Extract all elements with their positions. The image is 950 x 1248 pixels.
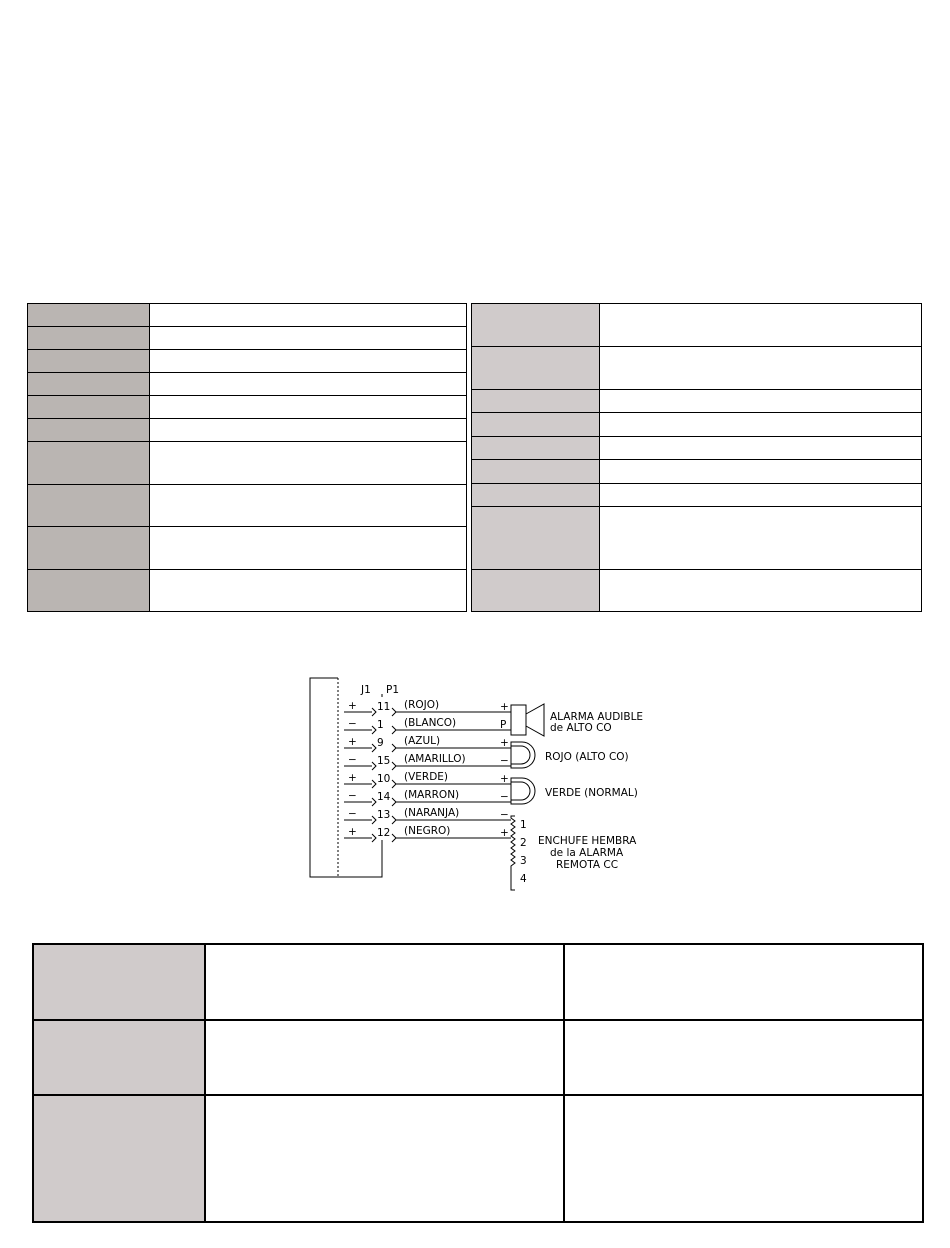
header-cell [28,442,150,485]
device-polarity: P [500,719,507,731]
header-cell [28,373,150,396]
table-row [472,484,922,507]
green-led-label: VERDE (NORMAL) [545,787,638,799]
header-cell [472,390,600,413]
header-cell [28,570,150,612]
table-row [472,507,922,570]
header-cell [28,527,150,570]
device-polarity: + [500,701,509,713]
wire-color-label: (ROJO) [404,699,440,711]
device-polarity: − [500,755,509,767]
value-cell [564,944,923,1020]
polarity-sign: − [348,718,357,730]
header-cell [472,437,600,460]
wiring-diagram [300,672,660,898]
header-cell [28,396,150,419]
table-row [28,396,467,419]
wire-color-label: (AZUL) [404,735,441,747]
header-cell [472,304,600,347]
value-cell [564,1020,923,1095]
table-row [472,437,922,460]
wire-color-label: (AMARILLO) [404,753,466,765]
value-cell [150,396,467,419]
value-cell [600,413,922,437]
table-row [28,527,467,570]
table-row [33,1020,923,1095]
header-cell [33,1020,205,1095]
value-cell [150,485,467,527]
polarity-sign: − [348,808,357,820]
header-cell [472,460,600,484]
wire-color-label: (MARRON) [404,789,460,801]
value-cell [600,437,922,460]
contact-chevron [372,726,396,734]
value-cell [600,570,922,612]
pin-number: 11 [377,701,391,713]
header-cell [28,350,150,373]
receptacle-label-line2: de la ALARMA [550,847,624,859]
value-cell [205,1095,564,1222]
bottom-table [32,943,924,1223]
wire-color-label: (VERDE) [404,771,449,783]
value-cell [600,390,922,413]
table-row [28,304,467,327]
table-row [472,570,922,612]
header-cell [472,507,600,570]
value-cell [150,373,467,396]
pin-number: 13 [377,809,391,821]
header-cell [28,485,150,527]
value-cell [205,1020,564,1095]
device-polarity: + [500,737,509,749]
wire-color-label: (BLANCO) [404,717,457,729]
wire-color-label: (NARANJA) [404,807,460,819]
pin-number: 15 [377,755,391,767]
value-cell [600,304,922,347]
value-cell [600,460,922,484]
pin-number: 1 [377,719,384,731]
buzzer-label-line2: de ALTO CO [550,722,612,734]
table-row [28,485,467,527]
polarity-sign: − [348,754,357,766]
value-cell [150,419,467,442]
pin-number: 14 [377,791,391,803]
value-cell [150,304,467,327]
table-row [472,347,922,390]
polarity-sign: − [348,790,357,802]
table-row [33,944,923,1020]
value-cell [150,327,467,350]
receptacle-icon [511,816,515,890]
value-cell [600,347,922,390]
polarity-sign: + [348,826,357,838]
wire-color-label: (NEGRO) [404,825,451,837]
pin-number: 9 [377,737,384,749]
table-row [28,327,467,350]
table-row [28,373,467,396]
value-cell [150,570,467,612]
header-cell [472,413,600,437]
value-cell [564,1095,923,1222]
header-cell [33,944,205,1020]
polarity-sign: + [348,772,357,784]
spec-table-left [27,303,467,612]
value-cell [150,527,467,570]
header-cell [28,327,150,350]
red-led-label: ROJO (ALTO CO) [545,751,629,763]
table-row [28,419,467,442]
device-polarity: − [500,791,509,803]
buzzer-label-line1: ALARMA AUDIBLE [550,711,644,723]
polarity-sign: + [348,736,357,748]
spec-table-right [471,303,922,612]
header-cell [472,347,600,390]
device-polarity: − [500,809,509,821]
pin-number: 10 [377,773,391,785]
contact-chevron [372,744,396,752]
table-row [472,390,922,413]
receptacle-pin: 3 [520,855,527,867]
header-cell [28,419,150,442]
polarity-sign: + [348,700,357,712]
receptacle-label-line3: REMOTA CC [556,859,619,871]
pin-number: 12 [377,827,391,839]
table-row [33,1095,923,1222]
table-row [472,413,922,437]
header-cell [472,484,600,507]
j1-label: J1 [361,684,371,696]
header-cell [472,570,600,612]
value-cell [205,944,564,1020]
table-row [28,442,467,485]
value-cell [600,484,922,507]
p1-label: P1 [386,684,400,696]
table-row [28,350,467,373]
value-cell [150,350,467,373]
table-row [472,460,922,484]
table-row [28,570,467,612]
value-cell [150,442,467,485]
receptacle-label-line1: ENCHUFE HEMBRA [538,835,637,847]
receptacle-pin: 2 [520,837,527,849]
receptacle-pin: 4 [520,873,527,885]
device-polarity: + [500,773,509,785]
value-cell [600,507,922,570]
header-cell [28,304,150,327]
receptacle-pin: 1 [520,819,527,831]
header-cell [33,1095,205,1222]
buzzer-icon [511,705,526,735]
device-polarity: + [500,827,509,839]
table-row [472,304,922,347]
